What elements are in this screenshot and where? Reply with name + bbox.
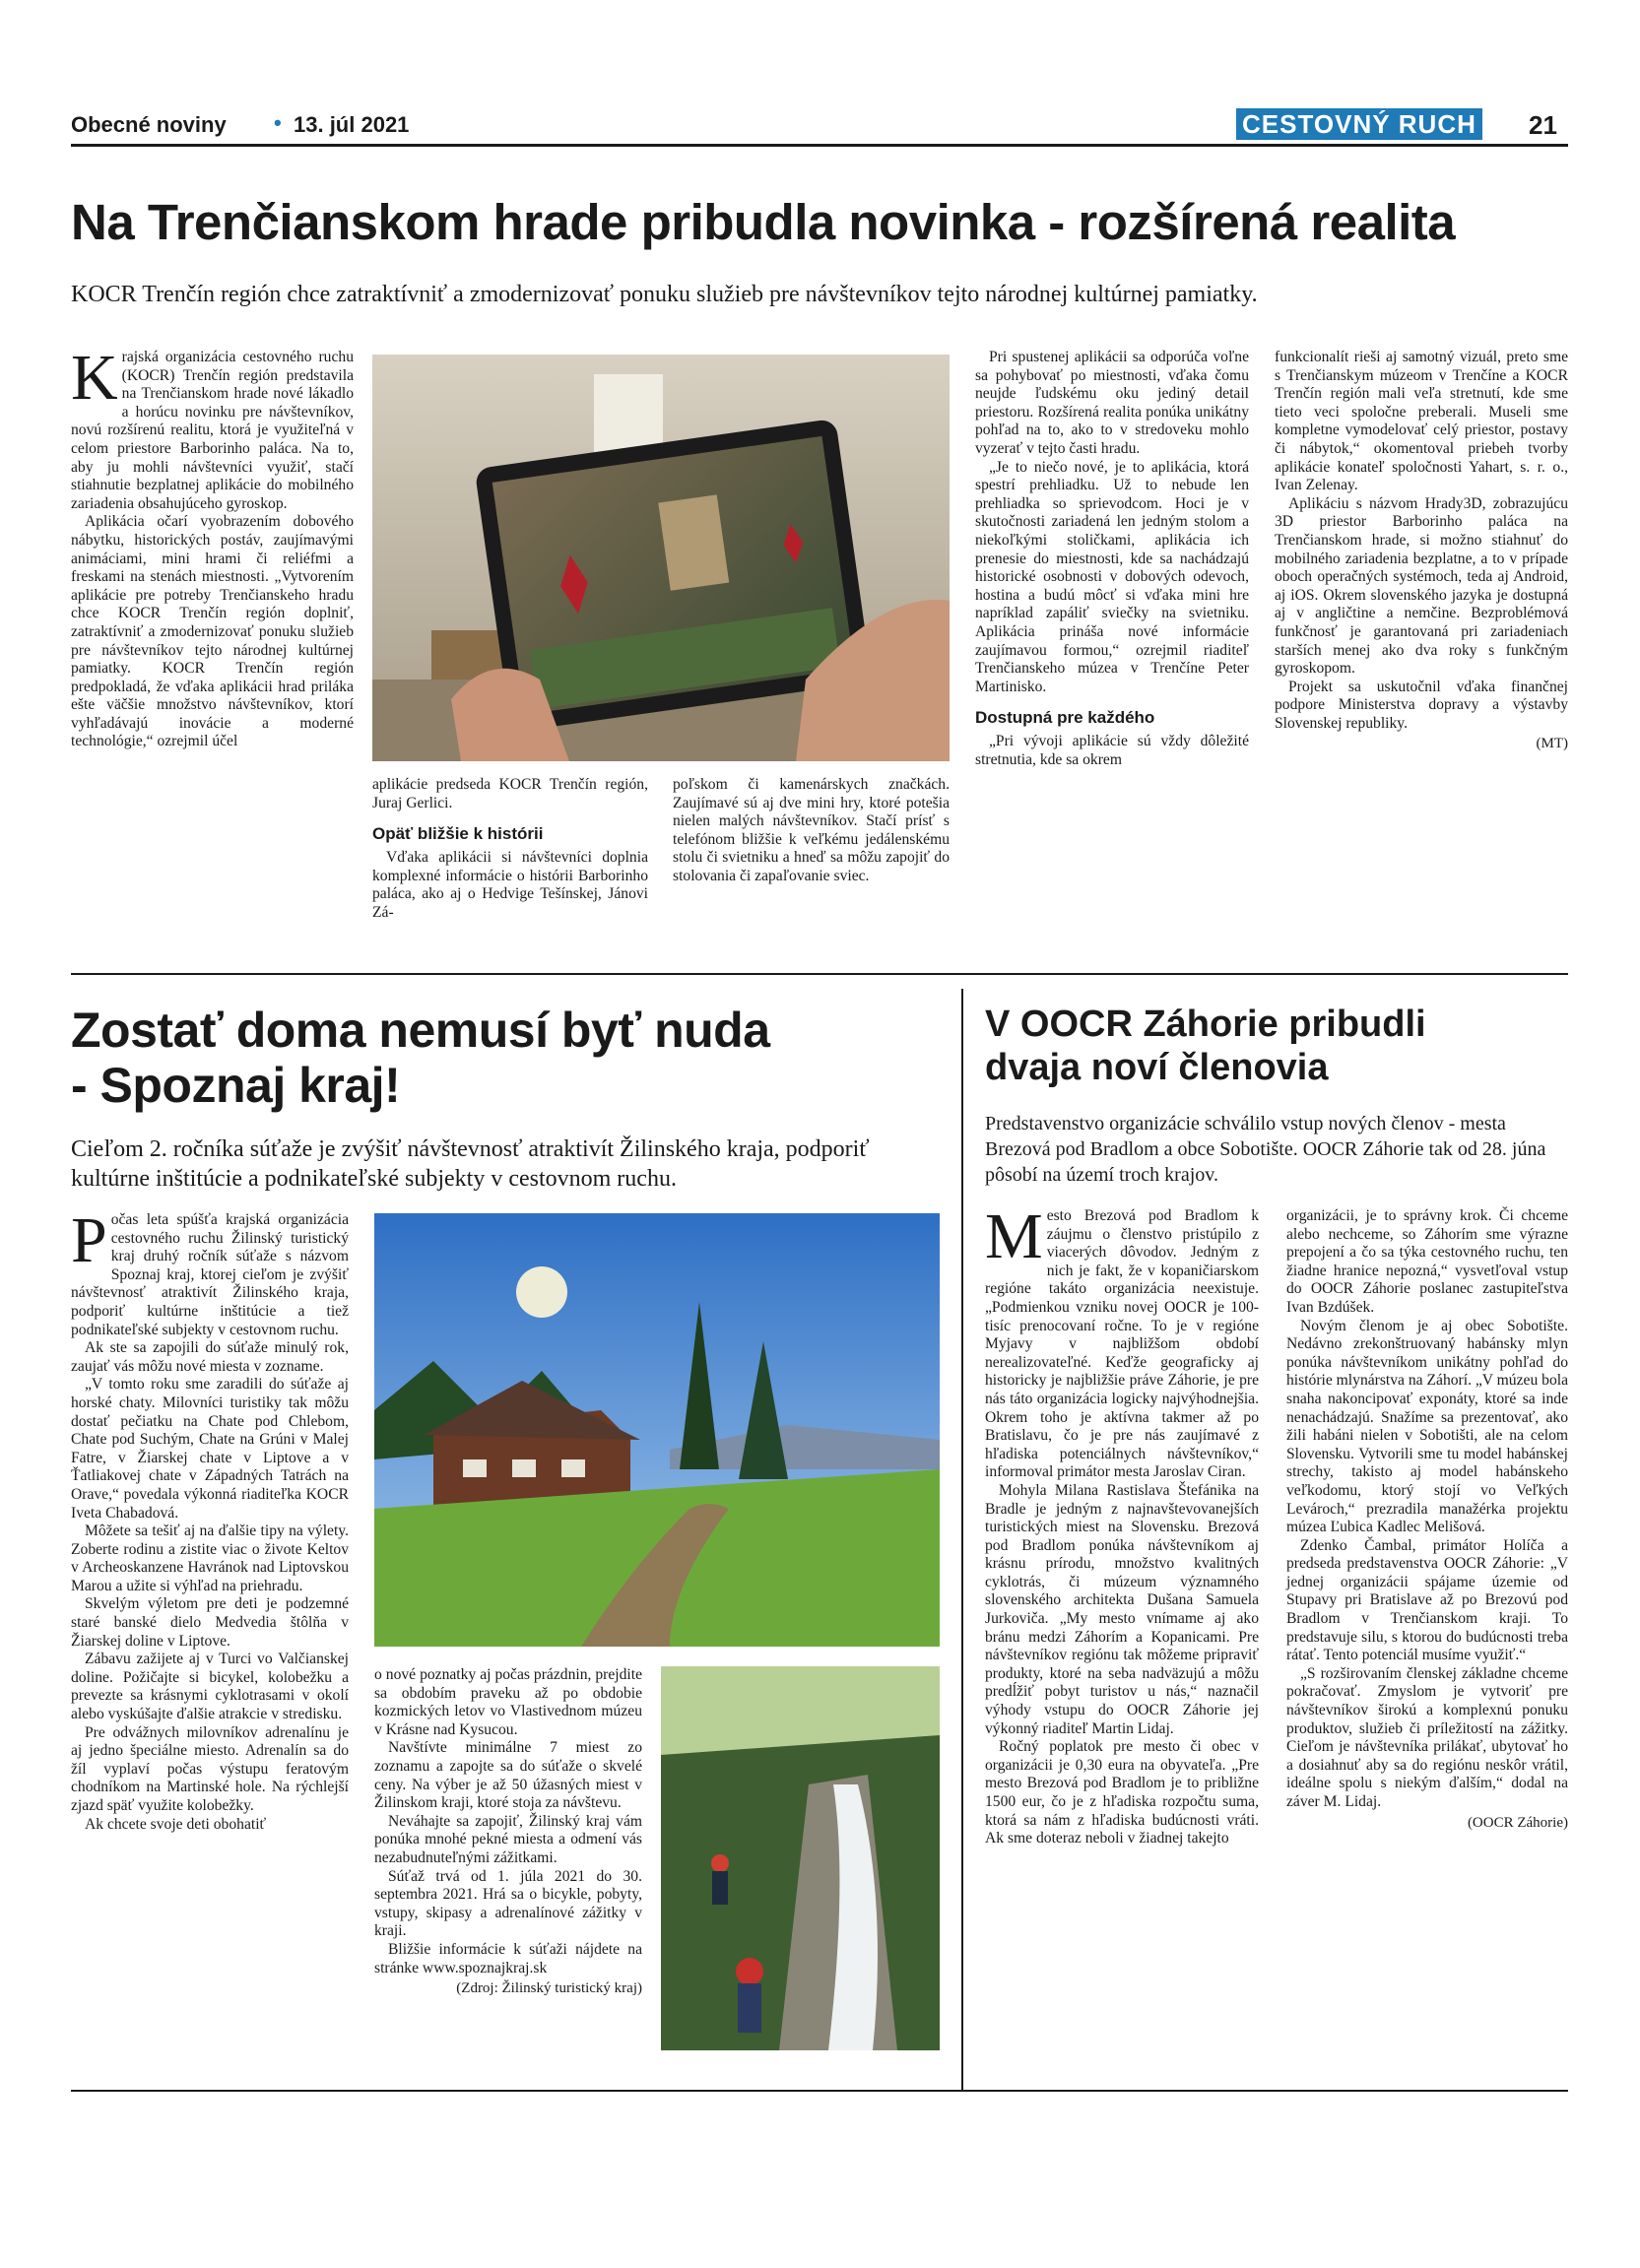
article1-title: Na Trenčianskom hrade pribudla novinka - rozšírená realita [71,194,1456,250]
article1-lead: KOCR Trenčín región chce zatraktívniť a zmodernizovať ponuku služieb pre návštevníkov tejto národnej kultúrnej pamiatky. [71,282,1258,307]
drop-cap: K [71,342,118,414]
paragraph: „Je to niečo nové, je to aplikácia, ktorá spestrí prehliadku. Už to nebude len prehliadka so sprievodcom. Hoci je v skutočnosti zariadená len jedným stolom a niekoľkými stoličkami, aplikácia ich prenesie do miestnosti, kde sa nachádzajú historické osobnosti v dobových odevoch, hostina a budú môcť si vďaka mini hre napríklad zapáliť sviečky na svietniku. Aplikácia prináša nové informácie zaujímavou formou,“ ozrejmil riaditeľ Trenčianskeho múzea v Trenčíne Peter Martinisko. [975,458,1249,695]
header-bullet: • [274,110,282,135]
paragraph: „Pri vývoji aplikácie sú vždy dôležité stretnutia, kde sa okrem [975,733,1249,768]
drop-cap: P [71,1204,107,1276]
article3-column-1 [985,1200,1259,1848]
paragraph: poľskom či kamenárskych značkách. Zaujímavé sú aj dve mini hry, ktoré potešia nielen malých návštevníkov. Stačí prísť s telefónom bližšie k veľkému jedálenskému stolu či svietniku a hneď sa môžu zapojiť do stolovania či zapaľovanie sviec. [673,776,950,884]
page-header [71,108,1568,142]
section-tag: CESTOVNÝ RUCH [1236,108,1482,140]
paragraph: Bližšie informácie k súťaži nájdete na stránke www.spoznajkraj.sk [374,1940,642,1976]
paragraph: Môžete sa tešiť aj na ďalšie tipy na výlety. Zoberte rodinu a zistite viac o živote Keltov v Archeoskanzene Havránok nad Liptovskou Marou a užite si výhľad na priehradu. [71,1523,349,1594]
article2-title [71,1003,938,1113]
article2-lead: Cieľom 2. ročníka súťaže je zvýšiť návštevnosť atraktivít Žilinského kraja, podporiť kultúrne inštitúcie a podnikateľské subjekty v cestovnom ruchu. [71,1136,870,1192]
article2-column-2 [374,1666,642,1998]
paragraph: rajská organizácia cestovného ruchu (KOCR) Trenčín región predstavila na Trenčianskom hrade nové lákadlo a horúcu novinku pre návštevníkov, novú rozšírenú realitu, ktorá je využiteľná v celom priestore Barborinho paláca. Na to, aby ju mohli návštevníci využiť, stačí stiahnutie bezplatnej aplikácie do mobilného zariadenia obsahujúceho gyroskop. [71,349,354,512]
paper-name: Obecné noviny [71,112,227,137]
page-number: 21 [1529,110,1557,140]
paragraph: Aplikáciu s názvom Hrady3D, zobrazujúcu 3D priestor Barborinho paláca na Trenčianskom hrade, si možno stiahnuť do mobilného zariadenia bezplatne, a to v prípade oboch operačných systémoch, teda aj Android, aj iOS. Okrem slovenského jazyka je dostupná aj v angličtine a nemčine. Bezproblémová funkčnosť je garantovaná pri zariadeniach starších menej ako dva roky s funkčným gyroskopom. [1275,494,1568,678]
subheading: Opäť bližšie k histórii [372,824,544,844]
paragraph: Ak chcete svoje deti obohatiť [85,1815,267,1833]
paragraph: Navštívte minimálne 7 miest zo zoznamu a zapojte sa do súťaže o skvelé ceny. Na výber je až 50 úžasných miest v Žilinskom kraji, ktoré stoja za návštevu. [374,1739,642,1812]
paragraph: Ak ste sa zapojili do súťaže minulý rok, zaujať vás môžu nové miesta v zozname. [71,1339,349,1375]
paragraph: esto Brezová pod Bradlom k záujmu o členstvo pristúpilo z viacerých dôvodov. Jedným z nich je fakt, že v kopaničiarskom regióne takáto organizácia neexistuje. „Podmienkou vzniku novej OOCR je 100-tisíc prenocovaní ročne. To je v regióne Myjavy v najbližšom období nerealizovateľné. Keďže geograficky aj historicky je najbližšie práve Záhorie, je pre nás táto organizácia logicky najvýhodnejšia. Okrem toho je aktívna takmer až po Bratislavu, čo je pre nás zaujímavé z hľadiska potenciálnych návštevníkov,“ informoval primátor mesta Jaroslav Ciran. [985,1207,1259,1481]
paragraph: organizácii, je to správny krok. Či chceme alebo nechceme, so Záhorím sme výrazne prepojení a čo sa týka cestovného ruchu, ten žiadne hranice nepozná,“ vysvetľoval vstup do OOCR Záhorie poslanec zastupiteľstva Ivan Bzdúšek. [1286,1207,1568,1316]
mountain-chalet-photo [374,1213,940,1647]
paragraph: Projekt sa uskutočnil vďaka finančnej podpore Ministerstva dopravy a výstavby Slovenskej republiky. [1275,678,1568,732]
paragraph: Neváhajte sa zapojiť, Žilinský kraj vám ponúka mnohé pekné miesta a odmení vás nezabudnuteľnými zážitkami. [374,1812,642,1866]
footer-rule [71,2090,1568,2092]
drop-cap: M [985,1200,1043,1272]
paragraph: Zábavu zažijete aj v Turci vo Valčianskej doline. Požičajte si bicykel, kolobežku a prevezte sa krásnymi cyklotrasami v okolí alebo vyskúšajte ďalšie atrakcie v stredisku. [71,1651,349,1723]
title-line: dvaja noví členovia [985,1047,1329,1088]
paragraph: o nové poznatky aj počas prázdnin, prejdite sa obdobím praveku až po obdobie kozmických letov vo Vlastivednom múzeu v Krásne nad Kysucou. [374,1666,642,1738]
article3-column-2 [1286,1207,1568,1833]
title-line: - Spoznaj kraj! [71,1058,401,1113]
article2-credit: (Zdroj: Žilinský turistický kraj) [456,1980,642,1997]
paragraph: Novým členom je aj obec Sobotište. Nedávno zrekonštruovaný habánsky mlyn ponúka návštevníkom unikátny pohľad do histórie mlynárstva na Záhorí. „V múzeu bola snaha nakoncipovať exponáty, ktoré sa inde nenachádzajú. Snažíme sa prezentovať, ako žili habáni nielen v Sobotišti, ale na celom Slovensku. Vytvorili sme tu model habánskej strechy, takisto aj model habánskeho veľkodomu, ktorý stojí vo Veľkých Levároch,“ prezradila manažérka projektu múzea Ľubica Kadlec Melišová. [1286,1317,1568,1536]
paragraph: Súťaž trvá od 1. júla 2021 do 30. septembra 2021. Hrá sa o bicykle, pobyty, vstupy, skipasy a adrenalínové zážitky v kraji. [374,1867,642,1940]
ar-tablet-photo [372,355,950,761]
paragraph: Zdenko Čambal, primátor Holíča a predseda predstavenstva OOCR Záhorie: „V jednej organizácii spájame územie od Stupavy pri Bratislave až po Brezovú pod Bradlom v Trenčianskom kraji. To predstavuje silu, s ktorou do budúcnosti treba rátať. Tento potenciál musíme využiť.“ [1286,1536,1568,1664]
article3-credit: (OOCR Záhorie) [1467,1814,1568,1831]
subheading: Dostupná pre každého [975,708,1155,728]
paragraph: Skvelým výletom pre deti je podzemné staré banské dielo Medvedia štôlňa v Žiarskej doline v Liptove. [71,1595,349,1650]
paragraph: funkcionalít rieši aj samotný vizuál, preto sme s Trenčianskym múzeom v Trenčíne a KOCR Trenčín región mali veľa stretnutí, kde sme tieto veci spoločne preberali. Museli sme kompletne vymodelovať celý priestor, postavy či nábytok,“ okomentoval priebeh tvorby aplikácie konateľ spoločnosti Yahart, s. r. o., Ivan Zelenay. [1275,349,1568,494]
article1-column-4 [975,349,1249,769]
issue-date: 13. júl 2021 [294,112,410,137]
paragraph: Mohyla Milana Rastislava Štefánika na Bradle je jedným z najnavštevovanejších turistických miest na Slovensku. Brezová pod Bradlom ponúka návštevníkom aj krásnu prírodu, množstvo kvalitných cyklotrás, či múzeum významného slovenského architekta Dušana Samuela Jurkoviča. „My mesto vnímame aj ako bránu medzi Záhorím a Kopanicami. Pre návštevníkov regiónu tak môžeme pripraviť produkty, ktoré na seba nadväzujú a môžu predĺžiť pobyt turistov u nás,“ naznačil výhody vstupu do OOCR Záhorie jej výkonný riaditeľ Martin Lidaj. [985,1481,1259,1737]
title-line: V OOCR Záhorie pribudli [985,1004,1426,1045]
waterfall-hikers-photo [661,1666,940,2050]
section-divider [71,973,1568,975]
paragraph: Aplikácia očarí vyobrazením dobového nábytku, historických postáv, zaujímavými animáciami, mini hrami či reliéfmi a freskami na stenách miestnosti. „Vytvorením aplikácie pre potreby Trenčianskeho hradu chce KOCR Trenčín región doplniť, zatraktívniť a zmodernizovať ponuku služieb pre návštevníkov tejto národnej kultúrnej pamiatky. KOCR Trenčín región predpokladá, že vďaka aplikácii hrad priláka ešte väčšie množstvo návštevníkov, ktorí vyhľadávajú inovácie a moderné technológie,“ ozrejmil účel [71,513,354,750]
article2-column-1 [71,1204,349,1834]
article1-column-3 [673,776,950,886]
title-line: Zostať doma nemusí byť nuda [71,1003,770,1058]
paragraph: „V tomto roku sme zaradili do súťaže aj horské chaty. Milovníci turistiky tak môžu dostať pečiatku na Chate pod Chlebom, Chate pod Suchým, Chate na Grúni v Malej Fatre, v Žiarskej chate v Liptove a v Ťatliakovej chate v Západných Tatrách na Orave,“ povedala výkonná riaditeľka KOCR Iveta Chabadová. [71,1376,349,1522]
paragraph: aplikácie predseda KOCR Trenčín región, Juraj Gerlici. [372,776,648,811]
paragraph: Ročný poplatok pre mesto či obec v organizácii je 0,30 eura na obyvateľa. „Pre mesto Brezová pod Bradlom je to približne 1500 eur, čo je z hľadiska rozpočtu suma, ktorá sa nám z hľadiska budúcnosti vráti. Ak sme doteraz neboli v žiadnej takejto [985,1738,1259,1847]
paragraph: Pre odvážnych milovníkov adrenalínu je aj jedno špeciálne miesto. Adrenalín sa do žíl vyplaví počas výstupu feratovým chodníkom na Martinské hole. Na rýchlejší zjazd späť využite kolobežky. [71,1723,349,1814]
paragraph: Vďaka aplikácii si návštevníci doplnia komplexné informácie o histórii Barborinho paláca, ako aj o Hedvige Tešínskej, Jánovi Zá- [372,849,648,921]
paragraph: „S rozširovaním členskej základne chceme pokračovať. Zmyslom je vytvoriť pre návštevníkov širokú a komplexnú ponuku produktov, služieb či príležitostí na zážitky. Cieľom je návštevníka prilákať, ubytovať ho a dosiahnuť aby sa do regiónu neskôr vrátil, ideálne spolu s niekým ďalším,“ dodal na záver M. Lidaj. [1286,1664,1568,1810]
paragraph: očas leta spúšťa krajská organizácia cestovného ruchu Žilinský turistický kraj druhý ročník súťaže s názvom Spoznaj kraj, ktorej cieľom je zvýšiť návštevnosť atraktivít Žilinského kraja, podporiť kultúrne inštitúcie a tiež podnikateľské subjekty v cestovnom ruchu. [71,1211,349,1338]
article1-credit: (MT) [1536,736,1568,752]
article3-title [985,1003,1576,1089]
article1-column-2 [372,776,648,923]
article1-column-5 [1275,349,1568,753]
article1-column-1 [71,342,354,751]
vertical-divider [961,989,963,2090]
header-rule [71,144,1568,147]
article3-lead: Predstavenstvo organizácie schválilo vstup nových členov - mesta Brezová pod Bradlom a obce Sobotište. OOCR Záhorie tak od 28. júna pôsobí na území troch krajov. [985,1113,1546,1186]
paragraph: Pri spustenej aplikácii sa odporúča voľne sa pohybovať po miestnosti, vďaka čomu neujde ľudskému oku jediný detail priestoru. Rozšírená realita ponúka unikátny pohľad na to, ako to v stredoveku mohlo vyzerať v tejto časti hradu. [975,349,1249,457]
